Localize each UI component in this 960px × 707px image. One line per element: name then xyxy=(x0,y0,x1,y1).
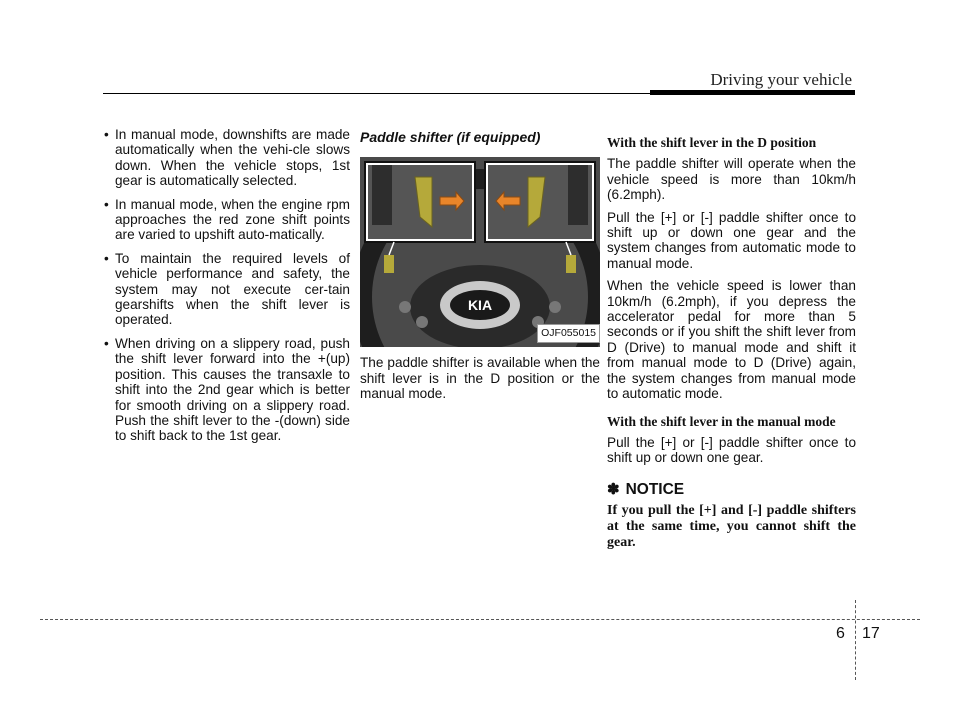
paragraph: The paddle shifter is available when the shift lever is in the D position or the manual mode. xyxy=(360,355,600,402)
footer-rule xyxy=(40,619,920,620)
running-header: Driving your vehicle xyxy=(710,70,852,89)
page-number: 17 xyxy=(862,625,880,642)
paragraph: Pull the [+] or [-] paddle shifter once to shift up or down one gear. xyxy=(607,434,856,466)
list-item: • To maintain the required levels of vehicle performance and safety, the system may not execute cer-tain gearshifts when the shift lever is operated. xyxy=(103,251,350,328)
svg-text:KIA: KIA xyxy=(467,297,493,314)
steering-wheel-illustration xyxy=(360,157,600,347)
column-middle xyxy=(355,127,600,402)
subheading-manual-mode: With the shift lever in the manual mode xyxy=(607,413,836,429)
list-item: • In manual mode, downshifts are made automatically when the vehi-cle slows down. When the vehicle stops, 1st gear is automatically selected. xyxy=(103,127,350,189)
column-left xyxy=(103,127,350,452)
list-item: • In manual mode, when the engine rpm approaches the red zone shift points are varied to upshift auto-matically. xyxy=(103,197,350,243)
notice-title: NOTICE xyxy=(625,480,685,498)
paddle-shifter-figure xyxy=(360,157,600,347)
bullet-list xyxy=(103,127,350,444)
notice-text: If you pull the [+] and [-] paddle shifters at the same time, you cannot shift the gear. xyxy=(607,503,856,551)
header-bar xyxy=(650,90,855,95)
figure-code: OJF055015 xyxy=(537,324,600,343)
notice-heading xyxy=(607,482,856,497)
subheading-d-position: With the shift lever in the D position xyxy=(607,135,817,150)
column-right xyxy=(607,127,856,558)
section-heading: Paddle shifter (if equipped) xyxy=(360,129,541,145)
paragraph: The paddle shifter will operate when the vehicle speed is more than 10km/h (6.2mph). xyxy=(607,156,856,203)
paragraph: When the vehicle speed is lower than 10km/h (6.2mph), if you depress the accelerator pedal for more than 5 seconds or if you shift the shift lever from D (Drive) to manual mode and shift it from manual mode to D (Drive) again, the system changes from manual mode to automatic mode. xyxy=(607,278,856,402)
paragraph: Pull the [+] or [-] paddle shifter once to shift up or down one gear and the system changes from automatic mode to manual mode. xyxy=(607,209,856,271)
footer-divider xyxy=(855,600,856,680)
section-number: 6 xyxy=(836,625,845,642)
list-item: • When driving on a slippery road, push the shift lever forward into the +(up) position. This causes the transaxle to shift into the 2nd gear which is better for smooth driving on a slippery road. Push the shift lever to the -(down) side to shift back to the 1st gear. xyxy=(103,336,350,444)
asterisk-icon: ✽ xyxy=(607,480,620,498)
